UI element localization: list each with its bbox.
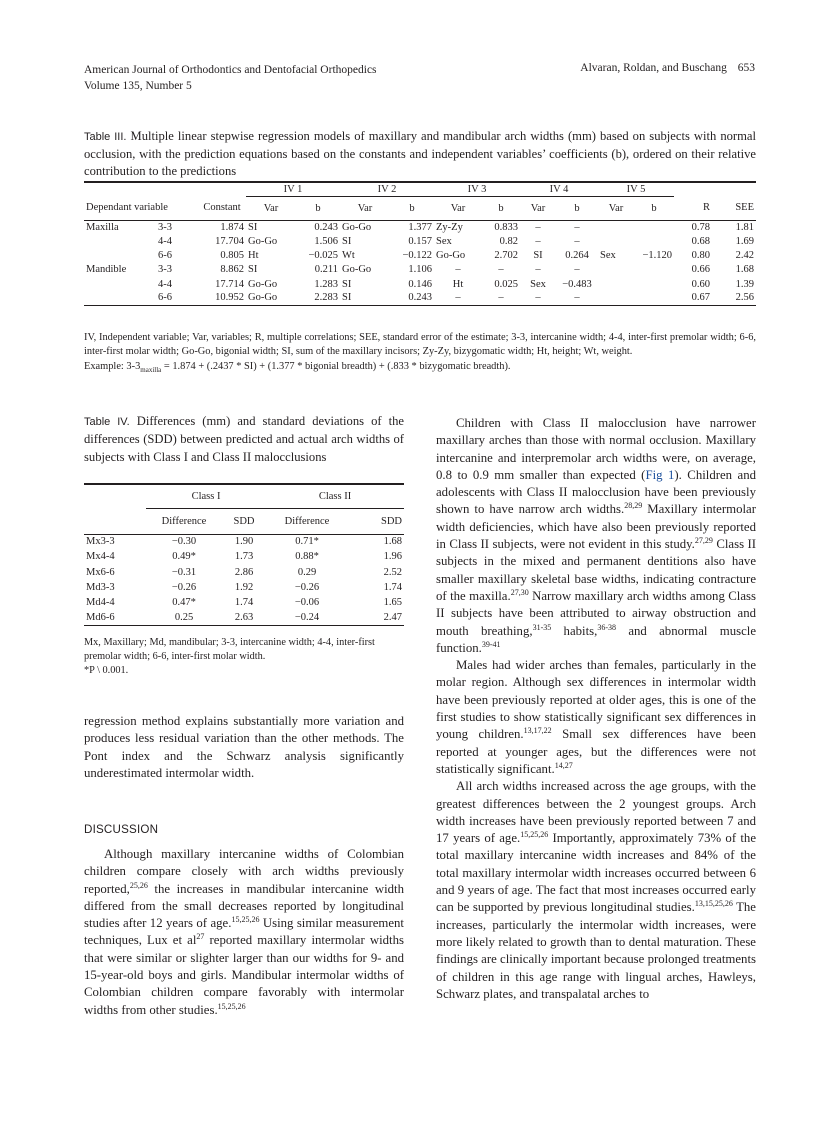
section-heading-discussion: DISCUSSION <box>84 823 159 836</box>
col-b: b <box>651 202 657 214</box>
table3-example: Example: $3-3_{maxilla} = 1.874 + (.2437 * SI) + (1.377$ * bigonial breadth) + (.833 * bizygomatic breadth). <box>84 360 511 374</box>
table4-footnote <box>84 636 404 678</box>
col-difference: Difference <box>161 515 207 527</box>
table-row: 4-4 17.704 Go-Go 1.506 SI 0.157 Sex 0.82 – – 0.68 1.69 <box>158 235 754 247</box>
left-column-continued <box>84 713 404 782</box>
col-var: Var <box>530 202 546 214</box>
col-b: b <box>409 202 415 214</box>
table-row: Maxilla 3-3 1.874 SI 0.243 Go-Go 1.377 Zy-Zy 0.833 – – 0.78 1.81 <box>86 222 754 234</box>
table3 <box>84 181 756 306</box>
col-sdd: SDD <box>233 515 255 527</box>
group-class-ii: Class II <box>266 484 404 508</box>
table3-footnote <box>84 331 756 377</box>
table-row: Mx4-4 0.49* 1.73 0.88* 1.96 <box>86 551 402 563</box>
citation[interactable]: 15,25,26 <box>520 830 549 840</box>
col-b: b <box>498 202 504 214</box>
col-see: SEE <box>735 202 754 214</box>
table-row: 6-6 0.805 Ht −0.025 Wt −0.122 Go-Go 2.702 SI 0.264 Sex −1.120 0.80 2.42 <box>158 250 754 262</box>
citation[interactable]: 27 <box>196 932 205 942</box>
table-row: Md3-3 −0.26 1.92 −0.26 1.74 <box>86 582 402 594</box>
paragraph: regression method explains substantially more variation and produces less residual variation than the other methods. The Pont index and the Schwarz analysis significantly underestimated intermolar width. <box>84 714 404 780</box>
table3-abbreviations: IV, Independent variable; Var, variables; R, multiple correlations; SEE, standard error of the estimate; 3-3, intercanine width; 4-4, inter-first premolar width; 6-6, inter-first molar width; Go-Go, bigonial width; SI, sum of the maxillary incisors; Zy-Zy, bizygomatic width; Ht, height; Wt, weight. <box>84 332 756 358</box>
running-head-left <box>84 62 377 94</box>
citation[interactable]: 27,30 <box>510 587 529 597</box>
col-var: Var <box>357 202 373 214</box>
col-dependant: Dependant variable <box>86 202 168 214</box>
col-var: Var <box>608 202 624 214</box>
col-difference: Difference <box>284 515 330 527</box>
citation[interactable]: 13,15,25,26 <box>694 899 733 909</box>
citation[interactable]: 31-35 <box>532 622 552 632</box>
table4-caption <box>84 413 404 466</box>
citation[interactable]: 39-41 <box>481 639 501 649</box>
citation[interactable]: 27,29 <box>694 536 713 546</box>
col-constant: Constant <box>203 202 241 214</box>
journal-title: American Journal of Orthodontics and Dentofacial Orthopedics <box>84 64 377 76</box>
col-r: R <box>702 202 710 214</box>
table-row: Md6-6 0.25 2.63 −0.24 2.47 <box>84 610 404 625</box>
table-row: Md4-4 0.47* 1.74 −0.06 1.65 <box>86 597 402 609</box>
journal-volume: Volume 135, Number 5 <box>84 80 192 92</box>
col-var: Var <box>450 202 466 214</box>
citation[interactable]: 28,29 <box>624 501 643 511</box>
col-sdd: SDD <box>380 515 402 527</box>
col-b: b <box>315 202 321 214</box>
page-number: 653 <box>737 62 755 74</box>
paragraph: All arch widths increased across the age groups, with the greatest differences between the 2 youngest groups. Arch width increases have been previously reported between 7 and 17 years of age.$^{15,25,26}$ Importantly, approximately 73% of the total maxillary intercanine width increases and 84% of the total maxillary intermolar width increases occurred between 6 and 9 years of age. The fact that most increases occurred early can be supported by previous longitudinal studies.$^{13,15,25,26}$ The increases, particularly the intermolar width increases, were more likely related to growth than to dental maturation. These findings are clinically important because prolonged treatments of children in this age range with lingual arches, Hawleys, Schwarz plates, and transpalatal arches to <box>436 779 756 1001</box>
group-iv4: IV 4 <box>520 182 598 196</box>
table4-abbreviations: Mx, Maxillary; Md, mandibular; 3-3, intercanine width; 4-4, inter-first premolar width; 6-6, inter-first molar width. <box>84 637 375 662</box>
group-iv3: IV 3 <box>434 182 520 196</box>
table3-group-header-row <box>84 182 756 196</box>
table-row: 4-4 17.714 Go-Go 1.283 SI 0.146 Ht 0.025 Sex −0.483 0.60 1.39 <box>158 278 754 290</box>
table3-caption-text: Multiple linear stepwise regression models of maxillary and mandibular arch widths (mm) based on subjects with normal occlusion, with the prediction equations based on the constants and independent variables’ coefficients (b), ordered on their relative contribution to the predictions <box>84 129 757 178</box>
group-iv2: IV 2 <box>340 182 434 196</box>
table3-caption <box>84 128 756 179</box>
table-row: Mx3-3 −0.30 1.90 0.71* 1.68 <box>84 534 404 549</box>
table-row: Mandible 3-3 8.862 SI 0.211 Go-Go 1.106 – – – – 0.66 1.68 <box>86 264 754 276</box>
citation[interactable]: 15,25,26 <box>217 1001 246 1011</box>
col-var: Var <box>263 202 279 214</box>
citation[interactable]: 25,26 <box>129 880 148 890</box>
group-iv1: IV 1 <box>246 182 340 196</box>
group-iv5: IV 5 <box>598 182 674 196</box>
citation[interactable]: 15,25,26 <box>231 915 260 925</box>
table3-column-header-row <box>84 196 756 220</box>
paragraph: Children with Class II malocclusion have narrower maxillary arches than those with normal occlusion. Maxillary intercanine and interpremolar arch widths were, on average, 0.8 to 0.9 mm smaller than expected (Fig 1). Children and adolescents with Class II malocclusion have been previously shown to have narrow arch widths.$^{28,29}$ Maxillary intermolar width deficiencies, which have also been previously reported in Class II subjects, were not evident in this study.$^{27,29}$ Class II subjects in the mixed and permanent dentitions also have smaller maxillary skeletal base widths, indicating contracture of the maxilla.$^{27,30}$ Narrow maxillary arch widths among Class II subjects have been attributed to airway obstruction and mouth breathing,$^{31-35}$ habits,$^{36-38}$ and abnormal muscle function.$^{39-41}$ <box>436 416 757 655</box>
running-head-right <box>500 62 755 74</box>
col-b: b <box>574 202 580 214</box>
table4-caption-text: Differences (mm) and standard deviations of the differences (SDD) between predicted and actual arch widths of subjects with Class I and Class II malocclusions <box>84 414 404 464</box>
figure-link[interactable]: Fig 1 <box>645 467 675 482</box>
table3-label: Table III. <box>84 131 127 143</box>
table4-label: Table IV. <box>84 416 130 428</box>
table-row: 6-6 10.952 Go-Go 2.283 SI 0.243 – – – – 0.67 2.56 <box>84 291 756 305</box>
citation[interactable]: 36-38 <box>597 622 616 632</box>
table4-column-header-row <box>84 508 404 534</box>
right-column <box>436 415 756 1003</box>
group-class-i: Class I <box>146 484 266 508</box>
paragraph: Males had wider arches than females, particularly in the molar region. Although sex differences in intermolar width have been previously reported at older ages, this is one of the first studies to show statistically significant sex differences in young children.$^{13,17,22}$ Small sex differences have been reported at younger ages, but the differences were not statistically significant.$^{14,27}$ <box>436 658 756 776</box>
table4 <box>84 483 404 626</box>
table-row: Mx6-6 −0.31 2.86 0.29 2.52 <box>86 566 402 578</box>
authors: Alvaran, Roldan, and Buschang <box>580 62 727 74</box>
table4-group-header-row <box>84 484 404 508</box>
citation[interactable]: 13,17,22 <box>523 726 552 736</box>
discussion-paragraph: Although maxillary intercanine widths of Colombian children compare closely with arch widths previously reported,$^{25,26}$ the increases in mandibular intercanine width differed from the small decreases reported by longitudinal studies after 12 years of age.$^{15,25,26}$ Using similar measurement techniques, Lux et $al^{27}$ reported maxillary intermolar widths that were similar or slighter larger than our widths for 9- and 15-year-old boys and girls. Mandibular intermolar widths of Colombian children compare favorably with intermolar widths from other studies.$^{15,25,26}$ <box>84 847 404 1017</box>
citation[interactable]: 14,27 <box>554 760 573 770</box>
table4-significance: *P \ 0.001. <box>84 665 129 676</box>
